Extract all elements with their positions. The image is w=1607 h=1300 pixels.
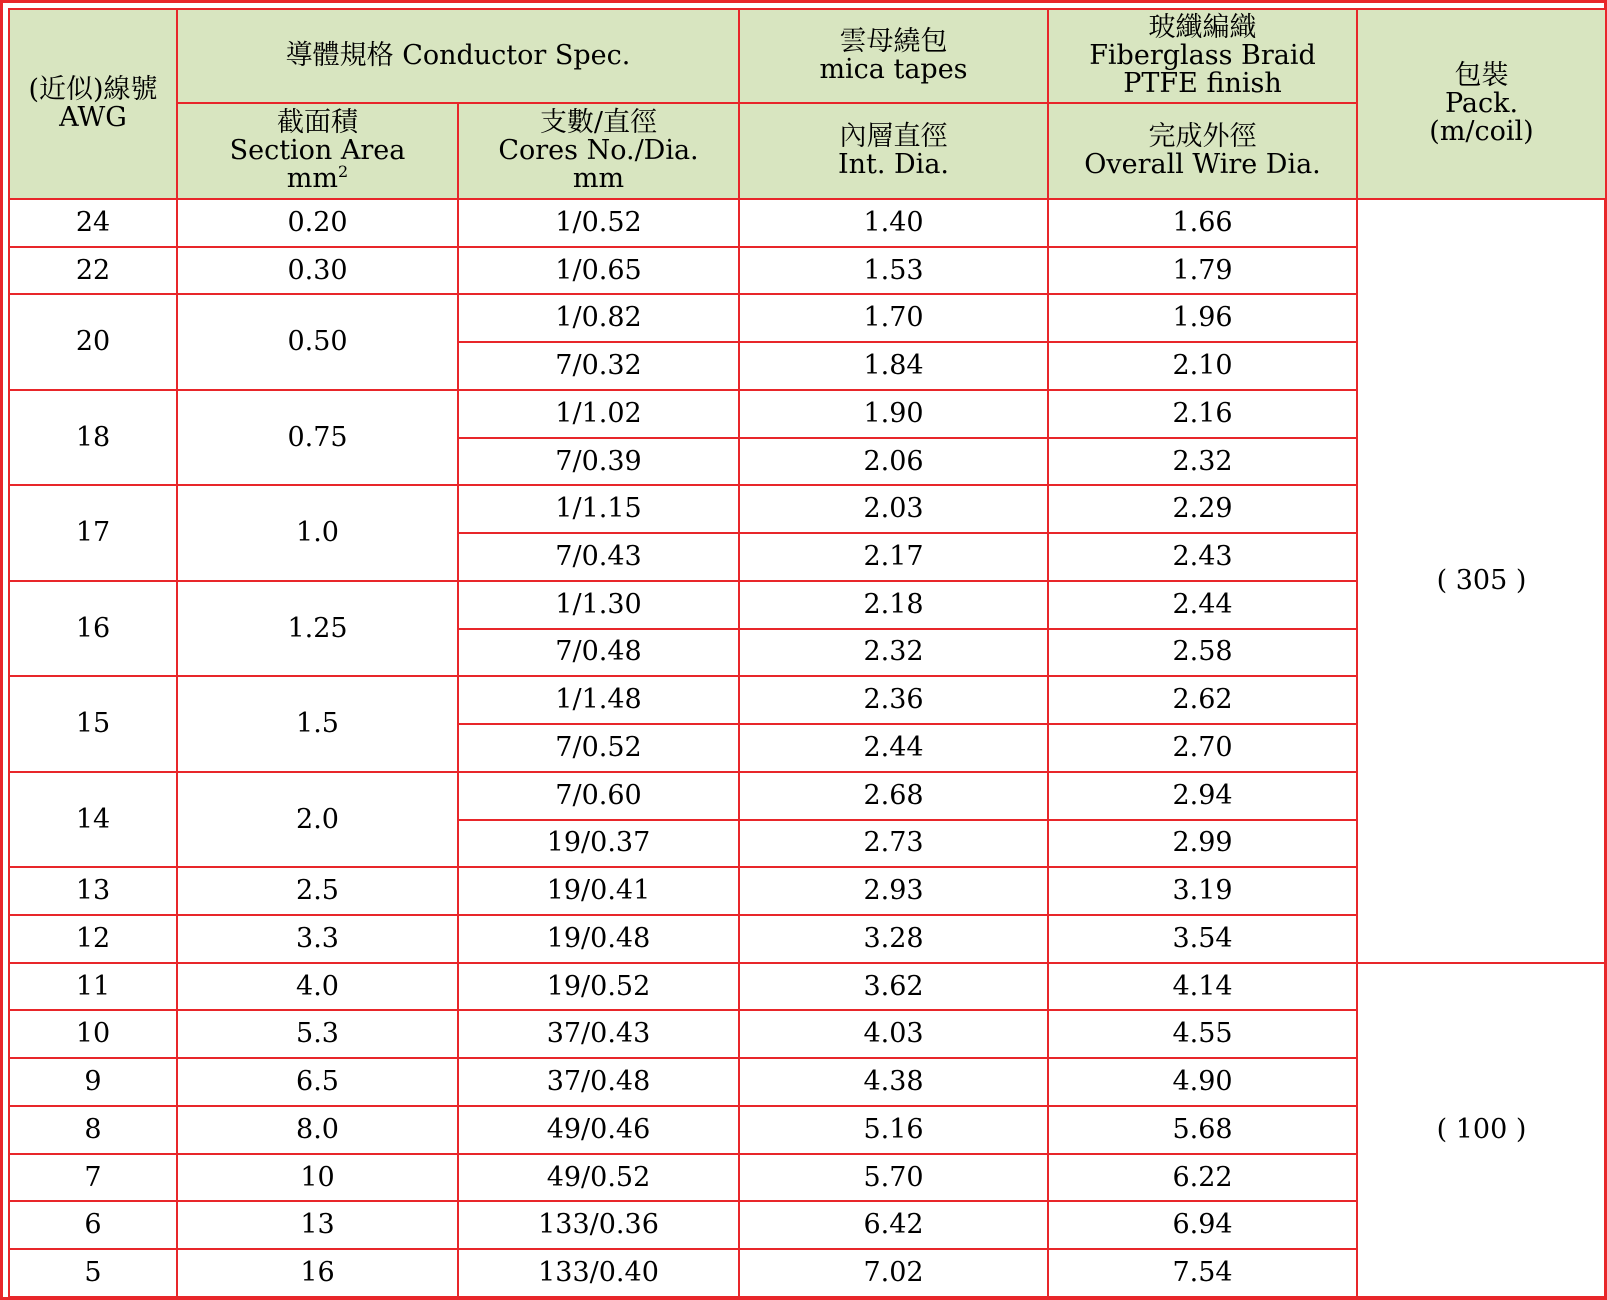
cell-awg: 24 <box>9 199 177 247</box>
cell-int-dia: 5.70 <box>739 1154 1048 1202</box>
cell-awg: 11 <box>9 963 177 1011</box>
cell-awg: 18 <box>9 390 177 485</box>
cell-int-dia: 2.17 <box>739 533 1048 581</box>
cell-cores: 37/0.43 <box>458 1010 739 1058</box>
cell-overall-dia: 2.16 <box>1048 390 1357 438</box>
cell-awg: 17 <box>9 485 177 580</box>
cell-awg: 22 <box>9 247 177 295</box>
cell-cores: 7/0.39 <box>458 438 739 486</box>
cell-int-dia: 4.38 <box>739 1058 1048 1106</box>
cell-cores: 19/0.41 <box>458 867 739 915</box>
cell-cores: 37/0.48 <box>458 1058 739 1106</box>
cell-overall-dia: 1.79 <box>1048 247 1357 295</box>
cell-int-dia: 7.02 <box>739 1249 1048 1297</box>
cell-cores: 7/0.60 <box>458 772 739 820</box>
cell-int-dia: 2.06 <box>739 438 1048 486</box>
section-area-unit: $mm^2$ <box>286 162 349 194</box>
header-mica-tapes: 雲母繞包 mica tapes <box>739 9 1048 103</box>
cell-awg: 16 <box>9 581 177 676</box>
table-body <box>9 199 1606 1297</box>
cell-int-dia: 2.32 <box>739 629 1048 677</box>
cell-area: 1.25 <box>177 581 458 676</box>
header-overall-dia: 完成外徑 Overall Wire Dia. <box>1048 103 1357 199</box>
cell-cores: 133/0.36 <box>458 1201 739 1249</box>
cell-awg: 15 <box>9 676 177 771</box>
cell-awg: 13 <box>9 867 177 915</box>
cell-overall-dia: 1.66 <box>1048 199 1357 247</box>
cell-int-dia: 2.44 <box>739 724 1048 772</box>
cell-cores: 1/1.48 <box>458 676 739 724</box>
cell-cores: 19/0.37 <box>458 820 739 868</box>
cell-int-dia: 5.16 <box>739 1106 1048 1154</box>
cell-pack-305: ( 305 ) <box>1357 199 1606 963</box>
cell-int-dia: 4.03 <box>739 1010 1048 1058</box>
cell-overall-dia: 4.14 <box>1048 963 1357 1011</box>
cell-awg: 8 <box>9 1106 177 1154</box>
table-row <box>9 199 1606 247</box>
cell-int-dia: 1.70 <box>739 294 1048 342</box>
cell-overall-dia: 2.44 <box>1048 581 1357 629</box>
cell-overall-dia: 2.62 <box>1048 676 1357 724</box>
cell-area: 16 <box>177 1249 458 1297</box>
cell-area: 4.0 <box>177 963 458 1011</box>
cell-area: 0.75 <box>177 390 458 485</box>
cell-int-dia: 2.36 <box>739 676 1048 724</box>
cell-cores: 7/0.43 <box>458 533 739 581</box>
cell-overall-dia: 5.68 <box>1048 1106 1357 1154</box>
cell-int-dia: 3.28 <box>739 915 1048 963</box>
cell-awg: 20 <box>9 294 177 389</box>
cell-int-dia: 6.42 <box>739 1201 1048 1249</box>
cell-int-dia: 2.18 <box>739 581 1048 629</box>
cell-cores: 1/1.30 <box>458 581 739 629</box>
cell-area: 10 <box>177 1154 458 1202</box>
cell-int-dia: 2.93 <box>739 867 1048 915</box>
cell-int-dia: 1.40 <box>739 199 1048 247</box>
cell-awg: 9 <box>9 1058 177 1106</box>
cell-cores: 19/0.48 <box>458 915 739 963</box>
table-header <box>9 9 1606 199</box>
cell-overall-dia: 7.54 <box>1048 1249 1357 1297</box>
cell-overall-dia: 3.19 <box>1048 867 1357 915</box>
cell-awg: 6 <box>9 1201 177 1249</box>
cell-cores: 49/0.52 <box>458 1154 739 1202</box>
cell-cores: 1/0.65 <box>458 247 739 295</box>
cell-int-dia: 2.68 <box>739 772 1048 820</box>
header-cores: 支數/直徑 Cores No./Dia. mm <box>458 103 739 199</box>
cell-area: 8.0 <box>177 1106 458 1154</box>
cell-int-dia: 1.84 <box>739 342 1048 390</box>
cell-cores: 1/0.52 <box>458 199 739 247</box>
cell-cores: 133/0.40 <box>458 1249 739 1297</box>
cell-pack-100: ( 100 ) <box>1357 963 1606 1297</box>
cell-area: 5.3 <box>177 1010 458 1058</box>
cell-cores: 1/1.15 <box>458 485 739 533</box>
cell-area: 2.0 <box>177 772 458 867</box>
cell-overall-dia: 2.70 <box>1048 724 1357 772</box>
cell-cores: 7/0.48 <box>458 629 739 677</box>
cell-area: 6.5 <box>177 1058 458 1106</box>
cell-overall-dia: 2.58 <box>1048 629 1357 677</box>
cell-cores: 7/0.52 <box>458 724 739 772</box>
header-fiberglass-braid: 玻纖編織 Fiberglass Braid PTFE finish <box>1048 9 1357 103</box>
cell-area: 13 <box>177 1201 458 1249</box>
cell-awg: 7 <box>9 1154 177 1202</box>
cell-cores: 1/0.82 <box>458 294 739 342</box>
header-section-area: 截面積 Section Area $mm^2$ <box>177 103 458 199</box>
cell-cores: 19/0.52 <box>458 963 739 1011</box>
cell-int-dia: 2.03 <box>739 485 1048 533</box>
cell-overall-dia: 6.94 <box>1048 1201 1357 1249</box>
cell-int-dia: 3.62 <box>739 963 1048 1011</box>
cell-awg: 14 <box>9 772 177 867</box>
cell-awg: 10 <box>9 1010 177 1058</box>
header-awg: (近似)線號 AWG <box>9 9 177 199</box>
cell-overall-dia: 2.10 <box>1048 342 1357 390</box>
cell-area: 3.3 <box>177 915 458 963</box>
cell-overall-dia: 2.43 <box>1048 533 1357 581</box>
cell-awg: 12 <box>9 915 177 963</box>
cell-overall-dia: 2.32 <box>1048 438 1357 486</box>
cell-cores: 49/0.46 <box>458 1106 739 1154</box>
cell-area: 1.0 <box>177 485 458 580</box>
cell-overall-dia: 4.90 <box>1048 1058 1357 1106</box>
cell-area: 0.20 <box>177 199 458 247</box>
cell-overall-dia: 1.96 <box>1048 294 1357 342</box>
cell-overall-dia: 6.22 <box>1048 1154 1357 1202</box>
cell-area: 0.30 <box>177 247 458 295</box>
cell-overall-dia: 3.54 <box>1048 915 1357 963</box>
cell-cores: 7/0.32 <box>458 342 739 390</box>
cell-overall-dia: 2.94 <box>1048 772 1357 820</box>
cell-int-dia: 1.53 <box>739 247 1048 295</box>
cell-overall-dia: 2.29 <box>1048 485 1357 533</box>
cell-int-dia: 2.73 <box>739 820 1048 868</box>
header-conductor-spec: 導體規格 Conductor Spec. <box>177 9 739 103</box>
header-int-dia: 內層直徑 Int. Dia. <box>739 103 1048 199</box>
cell-area: 1.5 <box>177 676 458 771</box>
table-row <box>9 963 1606 1011</box>
cell-int-dia: 1.90 <box>739 390 1048 438</box>
cell-overall-dia: 4.55 <box>1048 1010 1357 1058</box>
cell-overall-dia: 2.99 <box>1048 820 1357 868</box>
cell-cores: 1/1.02 <box>458 390 739 438</box>
header-pack: 包裝 Pack. (m/coil) <box>1357 9 1606 199</box>
cell-area: 2.5 <box>177 867 458 915</box>
cell-awg: 5 <box>9 1249 177 1297</box>
wire-spec-table <box>8 8 1607 1298</box>
cell-area: 0.50 <box>177 294 458 389</box>
